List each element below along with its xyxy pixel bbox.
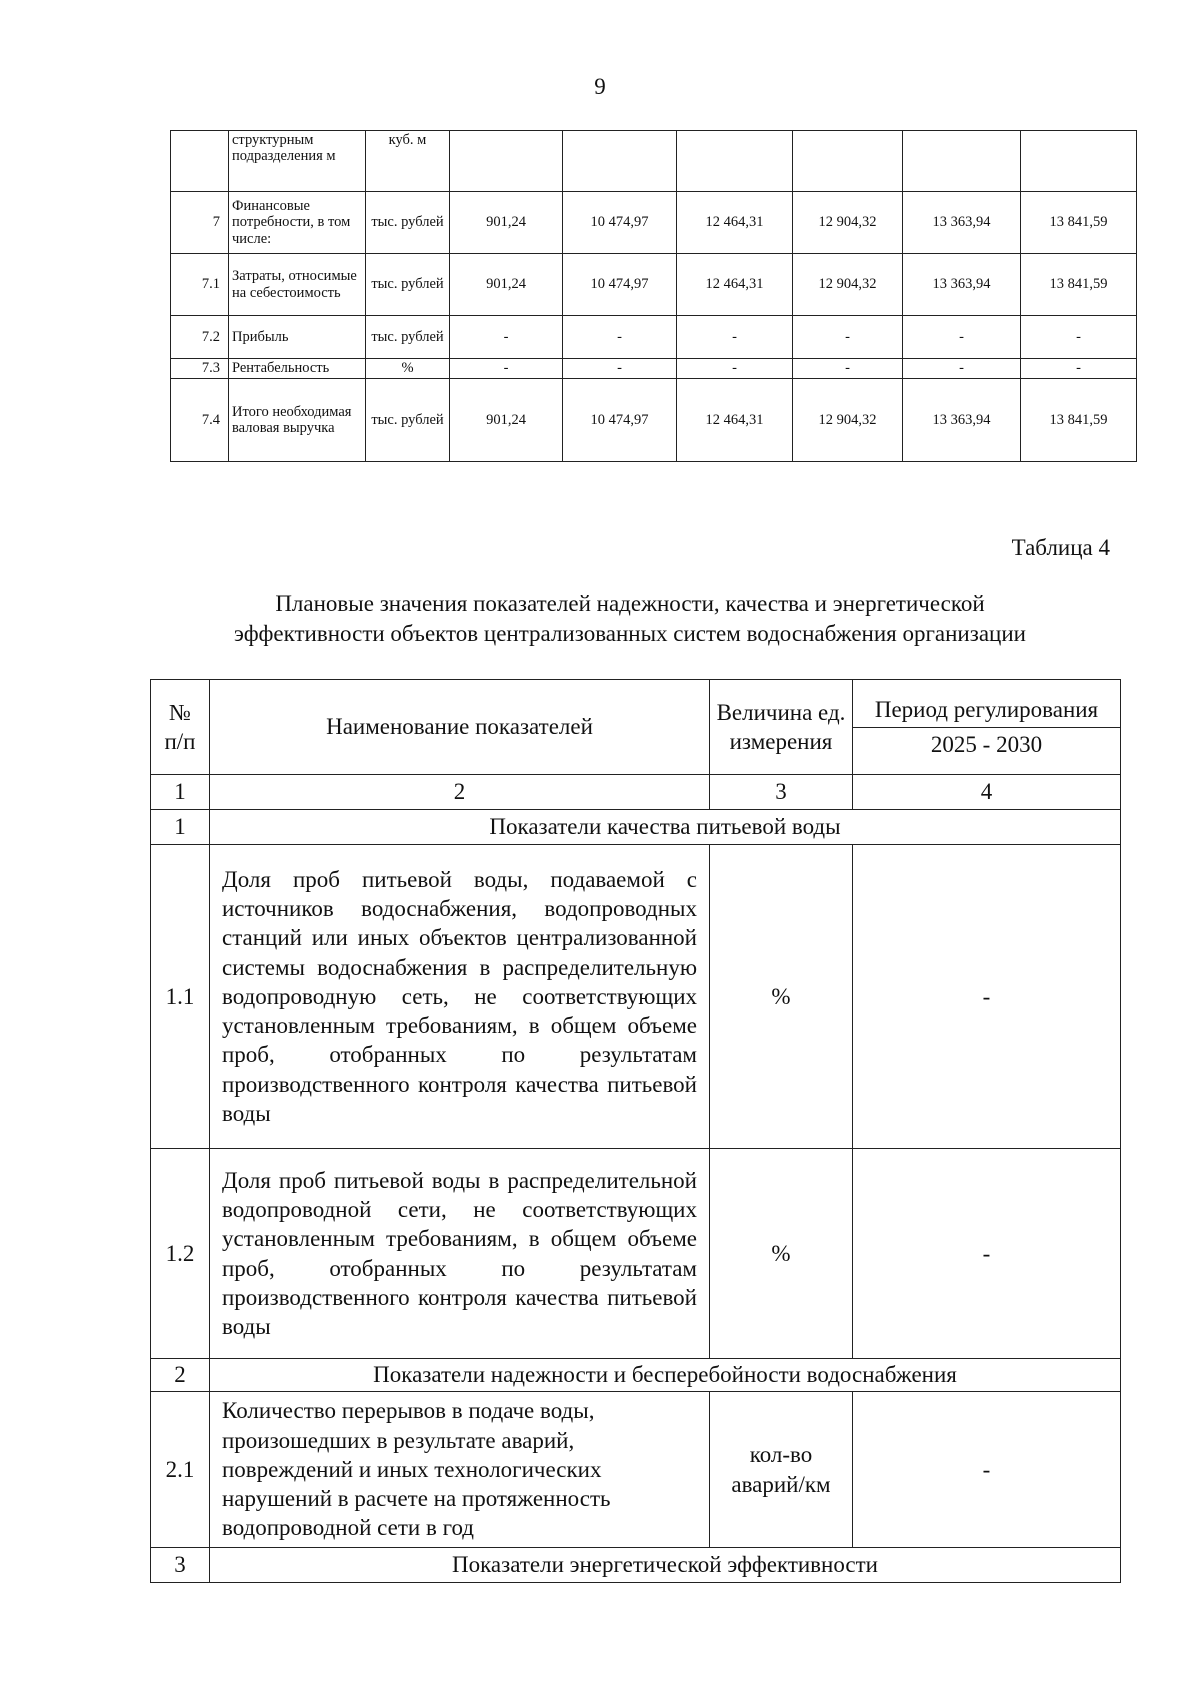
row-value: 13 841,59 [1021, 254, 1137, 316]
table-row [171, 131, 1137, 192]
row-value [450, 131, 563, 192]
section-title: Показатели энергетической эффективности [210, 1548, 1121, 1583]
row-value: - [853, 845, 1121, 1149]
section-title: Показатели надежности и бесперебойности водоснабжения [210, 1359, 1121, 1392]
row-value: - [793, 359, 903, 379]
row-value: - [903, 359, 1021, 379]
table-row [151, 845, 1121, 1149]
row-number: 7 [171, 192, 229, 254]
row-name: Итого необходимая валовая выручка [229, 379, 366, 462]
row-name: Количество перерывов в подаче воды, произошедших в результате аварий, повреждений и иных технологических нарушений в расчете на протяженность водопроводной сети в год [210, 1392, 710, 1548]
table-row [171, 192, 1137, 254]
row-value: - [563, 359, 677, 379]
table-row [151, 1149, 1121, 1359]
table-row [151, 1392, 1121, 1548]
section-title: Показатели качества питьевой воды [210, 810, 1121, 845]
row-value [677, 131, 793, 192]
row-value: 12 464,31 [677, 254, 793, 316]
header-period-label: Период регулирования [853, 693, 1120, 727]
row-value: 10 474,97 [563, 254, 677, 316]
row-unit: тыс. рублей [366, 379, 450, 462]
row-value: 901,24 [450, 254, 563, 316]
row-value: 12 904,32 [793, 192, 903, 254]
row-number [171, 131, 229, 192]
row-name: Затраты, относимые на себестоимость [229, 254, 366, 316]
row-unit: кол-во аварий/км [710, 1392, 853, 1548]
table-label: Таблица 4 [1011, 535, 1110, 560]
section-number: 3 [151, 1548, 210, 1583]
header-row [151, 680, 1121, 775]
row-value: - [903, 316, 1021, 359]
row-value: 901,24 [450, 192, 563, 254]
row-number: 1.1 [151, 845, 210, 1149]
table-row [171, 316, 1137, 359]
row-name: Рентабельность [229, 359, 366, 379]
page-number: 9 [594, 74, 606, 99]
table-title [140, 589, 1120, 649]
table-row [171, 379, 1137, 462]
row-value: 12 904,32 [793, 379, 903, 462]
row-name: Прибыль [229, 316, 366, 359]
row-value: - [450, 359, 563, 379]
row-unit: % [710, 1149, 853, 1359]
row-number: 7.1 [171, 254, 229, 316]
row-value: - [677, 359, 793, 379]
header-no: № п/п [151, 680, 210, 775]
row-number: 7.3 [171, 359, 229, 379]
row-value: 12 464,31 [677, 379, 793, 462]
row-value: 13 363,94 [903, 254, 1021, 316]
row-value: 10 474,97 [563, 192, 677, 254]
section-number: 2 [151, 1359, 210, 1392]
finance-table [170, 130, 1137, 462]
row-value: 13 363,94 [903, 379, 1021, 462]
row-name: Доля проб питьевой воды в распределительной водопроводной сети, не соответствующих установленным требованиям, в общем объеме проб, отобранных по результатам производственного контроля качества питьевой воды [210, 1149, 710, 1359]
row-value: 13 363,94 [903, 192, 1021, 254]
column-number-row [151, 775, 1121, 810]
row-value: - [853, 1392, 1121, 1548]
row-value: - [793, 316, 903, 359]
row-value [793, 131, 903, 192]
table-row [171, 359, 1137, 379]
column-number: 4 [853, 775, 1121, 810]
row-value: 10 474,97 [563, 379, 677, 462]
column-number: 1 [151, 775, 210, 810]
header-unit: Величина ед. измерения [710, 680, 853, 775]
indicators-table [150, 679, 1121, 1583]
table-title-line: эффективности объектов централизованных систем водоснабжения организации [234, 620, 1026, 646]
header-name: Наименование показателей [210, 680, 710, 775]
column-number: 2 [210, 775, 710, 810]
row-number: 2.1 [151, 1392, 210, 1548]
row-number: 1.2 [151, 1149, 210, 1359]
row-unit: тыс. рублей [366, 316, 450, 359]
header-period [853, 680, 1121, 775]
section-row [151, 810, 1121, 845]
row-value: - [853, 1149, 1121, 1359]
row-value [903, 131, 1021, 192]
row-unit: тыс. рублей [366, 192, 450, 254]
section-number: 1 [151, 810, 210, 845]
row-value: - [563, 316, 677, 359]
row-value [1021, 131, 1137, 192]
row-value: 13 841,59 [1021, 379, 1137, 462]
row-unit: куб. м [366, 131, 450, 192]
row-unit: % [366, 359, 450, 379]
row-name: структурным подразделения м [229, 131, 366, 192]
row-value [563, 131, 677, 192]
row-value: 12 464,31 [677, 192, 793, 254]
row-name: Финансовые потребности, в том числе: [229, 192, 366, 254]
row-value: - [1021, 316, 1137, 359]
row-number: 7.4 [171, 379, 229, 462]
header-period-value: 2025 - 2030 [930, 731, 1043, 757]
column-number: 3 [710, 775, 853, 810]
table-row [171, 254, 1137, 316]
row-value: - [450, 316, 563, 359]
section-row [151, 1359, 1121, 1392]
row-value: 901,24 [450, 379, 563, 462]
row-value: 13 841,59 [1021, 192, 1137, 254]
row-value: 12 904,32 [793, 254, 903, 316]
table-title-line: Плановые значения показателей надежности, качества и энергетической [275, 591, 985, 616]
row-number: 7.2 [171, 316, 229, 359]
row-unit: % [710, 845, 853, 1149]
row-name: Доля проб питьевой воды, подаваемой с источников водоснабжения, водопроводных станций или иных объектов централизованной системы водоснабжения в распределительную водопроводную сеть, не соответствующих установленным требованиям, в общем объеме проб, отобранных по результатам производственного контроля качества питьевой воды [210, 845, 710, 1149]
row-unit: тыс. рублей [366, 254, 450, 316]
row-value: - [677, 316, 793, 359]
section-row [151, 1548, 1121, 1583]
row-value: - [1021, 359, 1137, 379]
